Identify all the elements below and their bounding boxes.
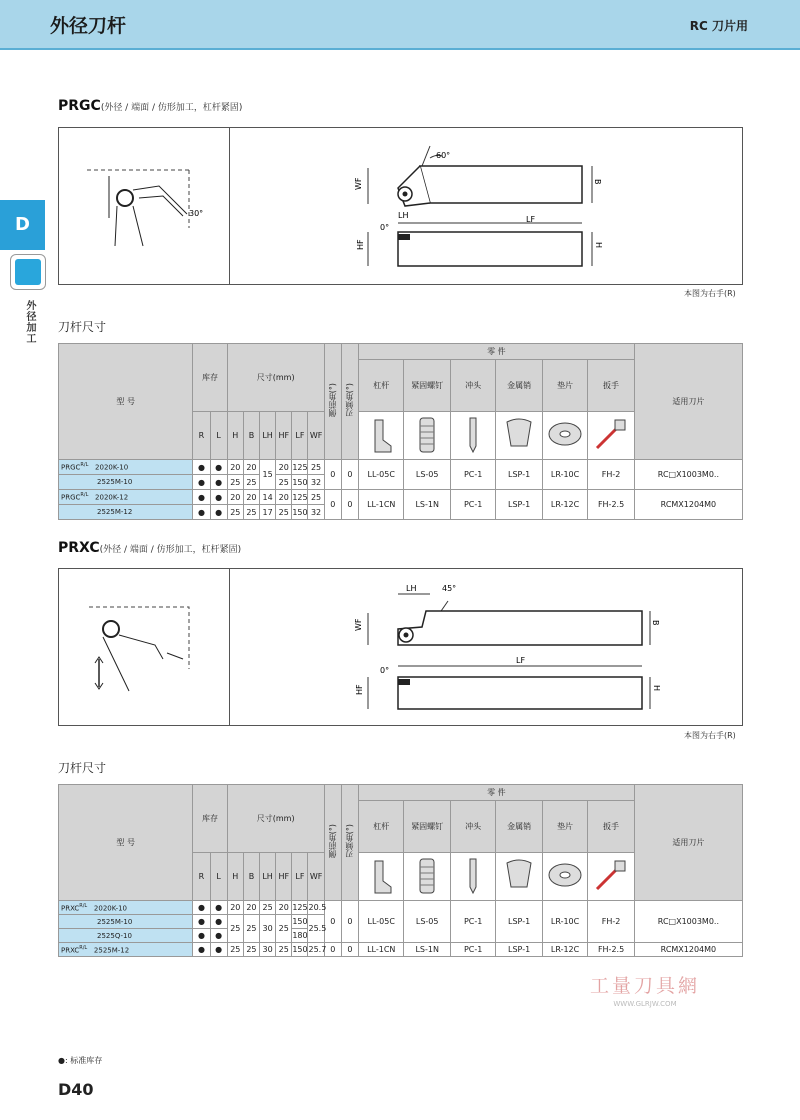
angle-30-label: 30°: [189, 209, 204, 218]
table-cell: 20: [276, 490, 292, 505]
th-parts: 零 件: [359, 344, 635, 360]
table-cell: RC□X1003M0..: [634, 901, 742, 943]
table-cell: 20: [227, 901, 243, 915]
th-pin: 金属销: [496, 801, 542, 853]
screw-image: [404, 412, 450, 460]
table-cell: LL-05C: [359, 460, 404, 490]
table-cell: ●: [193, 901, 210, 915]
table-cell: 25.7: [308, 943, 324, 957]
th-hf: HF: [276, 412, 292, 460]
th-lf: LF: [292, 412, 308, 460]
table-cell: 125: [292, 460, 308, 475]
table-cell: 25: [227, 475, 243, 490]
th-stock: 库存: [193, 344, 227, 412]
table-cell: LS-1N: [404, 943, 450, 957]
table-row: 2525Q-10: [59, 929, 193, 943]
table-cell: PC-1: [450, 490, 495, 520]
th-wf: WF: [308, 853, 324, 901]
punch-image: [450, 853, 495, 901]
table-cell: 150: [292, 505, 308, 520]
table-cell: LR-10C: [542, 901, 587, 943]
pin-image: [496, 412, 542, 460]
table-row: $PRXC^{R/L}$ 2525M-12: [59, 943, 193, 957]
table-cell: LSP-1: [496, 490, 542, 520]
dim-lf-label: LF: [526, 215, 536, 224]
prxc-figure: [58, 568, 743, 726]
model-name: PRGC: [58, 98, 101, 114]
model-desc: (外径 / 端面 / 仿形加工，杠杆紧固): [99, 545, 242, 555]
th-model: 型 号: [59, 785, 193, 901]
table-cell: ●: [210, 943, 227, 957]
table-cell: ●: [193, 505, 210, 520]
th-insert: 适用刀片: [634, 785, 742, 901]
th-shim: 垫片: [542, 360, 587, 412]
table-cell: ●: [193, 915, 210, 929]
table-cell: FH-2: [588, 901, 635, 943]
table-cell: 25: [260, 901, 276, 915]
table-row: 2525M-10: [59, 915, 193, 929]
table-cell: 25: [243, 943, 259, 957]
th-b: B: [243, 853, 259, 901]
dim-b-label: B: [651, 620, 660, 626]
wrench-image: [588, 412, 635, 460]
th-screw: 紧固螺钉: [404, 360, 450, 412]
table-cell: LL-1CN: [359, 943, 404, 957]
table-cell: LS-1N: [404, 490, 450, 520]
th-wrench: 扳手: [588, 801, 635, 853]
table-cell: ●: [210, 475, 227, 490]
right-hand-note: 本图为右手(R): [684, 731, 736, 740]
table-cell: PC-1: [450, 460, 495, 490]
table-cell: [324, 344, 341, 460]
dim-h-label: H: [594, 242, 603, 249]
table-cell: 25: [308, 490, 324, 505]
side-label: 外径加工: [24, 300, 35, 344]
screw-image: [404, 853, 450, 901]
table-cell: 25: [227, 505, 243, 520]
prgc-figure: [58, 127, 743, 285]
wrench-image: [588, 853, 635, 901]
th-lh: LH: [260, 853, 276, 901]
th-l: L: [210, 412, 227, 460]
model-name: PRXC: [58, 540, 100, 556]
table-cell: 25: [227, 915, 243, 943]
table-cell: 30: [260, 915, 276, 943]
table-cell: 25: [308, 460, 324, 475]
table-row: 2525M-10: [59, 475, 193, 490]
table-cell: 25: [276, 505, 292, 520]
table-cell: 32: [308, 505, 324, 520]
th-h: H: [227, 853, 243, 901]
th-screw: 紧固螺钉: [404, 801, 450, 853]
lever-image: [359, 853, 404, 901]
angle-top-label: 45°: [442, 584, 457, 593]
table-cell: LSP-1: [496, 943, 542, 957]
table-row: $PRGC^{R/L}$ 2020K-10: [59, 460, 193, 475]
table-cell: 150: [292, 915, 308, 929]
table-cell: 180: [292, 929, 308, 943]
table-cell: ●: [210, 901, 227, 915]
punch-image: [450, 412, 495, 460]
table-cell: 20.5: [308, 901, 324, 915]
table-cell: 0: [341, 460, 358, 490]
table-cell: 32: [308, 475, 324, 490]
table-cell: LSP-1: [496, 460, 542, 490]
th-h: H: [227, 412, 243, 460]
table-cell: 20: [227, 490, 243, 505]
table-cell: LR-12C: [542, 943, 587, 957]
table-cell: LL-05C: [359, 901, 404, 943]
table-cell: [324, 785, 341, 901]
lever-image: [359, 412, 404, 460]
table-cell: ●: [210, 915, 227, 929]
table-cell: 25: [243, 505, 259, 520]
watermark-logo: 工量刀具網 WWW.GLRJW.COM: [590, 975, 701, 1008]
table-cell: 25: [243, 915, 259, 943]
table-cell: ●: [210, 505, 227, 520]
table-cell: ●: [210, 490, 227, 505]
table-cell: ●: [193, 460, 210, 475]
th-punch: 冲头: [450, 801, 495, 853]
model-desc: (外径 / 端面 / 仿形加工，杠杆紧固): [100, 103, 243, 113]
table-cell: 0: [324, 460, 341, 490]
table-cell: 20: [276, 460, 292, 475]
table-cell: 20: [276, 901, 292, 915]
table-cell: LS-05: [404, 460, 450, 490]
th-lh: LH: [260, 412, 276, 460]
dim-wf-label: WF: [354, 618, 363, 631]
table-cell: 0: [324, 490, 341, 520]
th-incl: 刃倾角(°): [345, 383, 355, 418]
prgc-dimension-drawing: [230, 128, 744, 286]
turning-icon: [10, 254, 46, 290]
table-cell: LR-12C: [542, 490, 587, 520]
th-pin: 金属销: [496, 360, 542, 412]
prgc-spec-table: [58, 343, 743, 520]
page-title: 外径刀杆: [50, 15, 127, 37]
table-cell: 150: [292, 943, 308, 957]
table-cell: 30: [260, 943, 276, 957]
prxc-dimension-drawing: [230, 569, 744, 727]
th-model: 型 号: [59, 344, 193, 460]
th-hf: HF: [276, 853, 292, 901]
table-cell: 125: [292, 490, 308, 505]
table-cell: [341, 785, 358, 901]
right-hand-note: 本图为右手(R): [684, 289, 736, 298]
th-dims: 尺寸(mm): [227, 344, 324, 412]
table-cell: 25: [276, 915, 292, 943]
table-cell: 0: [341, 490, 358, 520]
table-cell: LSP-1: [496, 901, 542, 943]
table-cell: RCMX1204M0: [634, 943, 742, 957]
th-stock: 库存: [193, 785, 227, 853]
table-cell: FH-2: [588, 460, 635, 490]
prxc-spec-table: [58, 784, 743, 957]
prgc-application-diagram: [59, 128, 229, 286]
table-cell: ●: [193, 943, 210, 957]
dim-b-label: B: [593, 179, 602, 185]
angle-zero-label: 0°: [380, 223, 390, 232]
table-cell: 0: [341, 943, 358, 957]
table-cell: 125: [292, 901, 308, 915]
table-cell: RCMX1204M0: [634, 490, 742, 520]
dim-wf-label: WF: [354, 177, 363, 190]
th-r: R: [193, 412, 210, 460]
table-cell: 25: [243, 475, 259, 490]
table-cell: PC-1: [450, 943, 495, 957]
th-l: L: [210, 853, 227, 901]
table-row: 2525M-12: [59, 505, 193, 520]
th-dims: 尺寸(mm): [227, 785, 324, 853]
dim-hf-label: HF: [356, 239, 365, 250]
table-cell: 25: [276, 475, 292, 490]
shim-image: [542, 412, 587, 460]
table-cell: 150: [292, 475, 308, 490]
dim-lh-label: LH: [406, 584, 417, 593]
table-title: 刀杆尺寸: [58, 761, 107, 775]
table-row: $PRGC^{R/L}$ 2020K-12: [59, 490, 193, 505]
shim-image: [542, 853, 587, 901]
legend-note: ●: 标准库存: [58, 1056, 103, 1065]
table-cell: ●: [193, 475, 210, 490]
table-cell: ●: [210, 460, 227, 475]
prxc-application-diagram: [59, 569, 229, 727]
th-wf: WF: [308, 412, 324, 460]
table-cell: ●: [193, 490, 210, 505]
page-number: D40: [58, 1080, 94, 1099]
table-cell: LL-1CN: [359, 490, 404, 520]
table-cell: LS-05: [404, 901, 450, 943]
table-cell: [341, 344, 358, 460]
table-cell: 25: [276, 943, 292, 957]
dim-hf-label: HF: [355, 684, 364, 695]
dim-lf-label: LF: [516, 656, 526, 665]
th-side-rake: 侧前角(°): [328, 824, 338, 859]
table-cell: FH-2.5: [588, 490, 635, 520]
section-tab-d[interactable]: D: [0, 200, 45, 250]
section-prxc-title: [58, 540, 241, 556]
th-insert: 适用刀片: [634, 344, 742, 460]
table-cell: ●: [210, 929, 227, 943]
page-header: [0, 0, 800, 50]
table-title: 刀杆尺寸: [58, 320, 107, 334]
table-cell: PC-1: [450, 901, 495, 943]
table-cell: ●: [193, 929, 210, 943]
dim-lh-label: LH: [398, 211, 409, 220]
angle-zero-label: 0°: [380, 666, 390, 675]
th-lever: 杠杆: [359, 360, 404, 412]
th-lever: 杠杆: [359, 801, 404, 853]
section-prgc-title: [58, 98, 242, 114]
table-row: $PRXC^{R/L}$ 2020K-10: [59, 901, 193, 915]
table-cell: RC□X1003M0..: [634, 460, 742, 490]
table-cell: LR-10C: [542, 460, 587, 490]
table-cell: 0: [341, 901, 358, 943]
th-b: B: [243, 412, 259, 460]
table-cell: 20: [243, 901, 259, 915]
table-cell: 20: [243, 460, 259, 475]
table-cell: 17: [260, 505, 276, 520]
th-incl: 刃倾角(°): [345, 824, 355, 859]
table-cell: 25.5: [308, 915, 324, 943]
th-punch: 冲头: [450, 360, 495, 412]
pin-image: [496, 853, 542, 901]
table-cell: 20: [227, 460, 243, 475]
table-cell: 25: [227, 943, 243, 957]
th-parts: 零 件: [359, 785, 635, 801]
table-cell: 15: [260, 460, 276, 490]
table-cell: 0: [324, 943, 341, 957]
dim-h-label: H: [652, 685, 661, 692]
th-side-rake: 侧前角(°): [328, 383, 338, 418]
table-cell: 0: [324, 901, 341, 943]
table-cell: FH-2.5: [588, 943, 635, 957]
th-shim: 垫片: [542, 801, 587, 853]
table-cell: 20: [243, 490, 259, 505]
header-subtitle: RC 刀片用: [689, 19, 748, 33]
th-wrench: 扳手: [588, 360, 635, 412]
table-cell: 14: [260, 490, 276, 505]
th-lf: LF: [292, 853, 308, 901]
angle-top-label: 60°: [436, 151, 451, 160]
th-r: R: [193, 853, 210, 901]
